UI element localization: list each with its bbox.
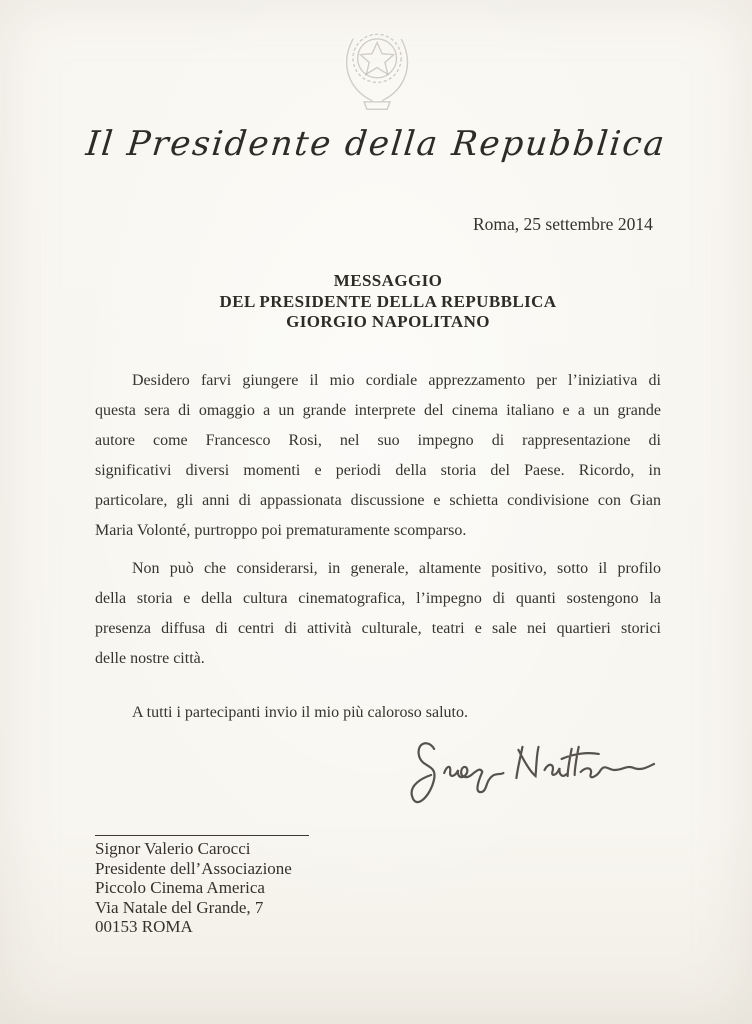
letterhead-script-title: Il Presidente della Repubblica — [84, 124, 668, 164]
body-line: autore come Francesco Rosi, nel suo impegno di rappresentazione di — [95, 432, 661, 449]
recipient-separator-line — [95, 835, 309, 836]
paragraph-1 — [95, 366, 661, 546]
body-line: presenza diffusa di centri di attività culturale, teatri e sale nei quartieri storici — [95, 620, 661, 637]
body-line: significativi diversi momenti e periodi della storia del Paese. Ricordo, in — [95, 462, 661, 479]
signature-giorgio-napolitano — [404, 736, 660, 816]
body-line: della storia e della cultura cinematografica, l’impegno di quanti sostengono la — [95, 590, 661, 607]
recipient-line: Via Natale del Grande, 7 — [95, 897, 264, 917]
body-line: questa sera di omaggio a un grande interprete del cinema italiano e a un grande — [95, 402, 661, 419]
closing-line: A tutti i partecipanti invio il mio più caloroso saluto. — [132, 704, 468, 721]
recipient-line: 00153 ROMA — [95, 917, 193, 937]
body-line: Non può che considerarsi, in generale, altamente positivo, sotto il profilo — [132, 560, 661, 577]
message-heading — [95, 271, 681, 333]
date-line: Roma, 25 settembre 2014 — [473, 214, 653, 234]
body-line: particolare, gli anni di appassionata discussione e schietta condivisione con Gian — [95, 492, 661, 509]
letter-body — [95, 366, 661, 728]
body-line: Maria Volonté, purtroppo poi prematuramente scomparso. — [95, 522, 467, 539]
heading-line-3: GIORGIO NAPOLITANO — [286, 312, 490, 331]
heading-line-1: MESSAGGIO — [333, 271, 443, 290]
heading-line-2: DEL PRESIDENTE DELLA REPUBBLICA — [219, 291, 557, 311]
recipient-line: Presidente dell’Associazione — [95, 858, 292, 878]
body-line: Desidero farvi giungere il mio cordiale apprezzamento per l’iniziativa di — [132, 372, 661, 389]
recipient-line: Piccolo Cinema America — [95, 878, 265, 898]
recipient-line: Signor Valerio Carocci — [95, 839, 251, 858]
body-line: delle nostre città. — [95, 650, 205, 667]
paragraph-2 — [95, 554, 661, 674]
recipient-block — [95, 839, 292, 937]
italian-republic-emblem-icon — [329, 24, 425, 112]
